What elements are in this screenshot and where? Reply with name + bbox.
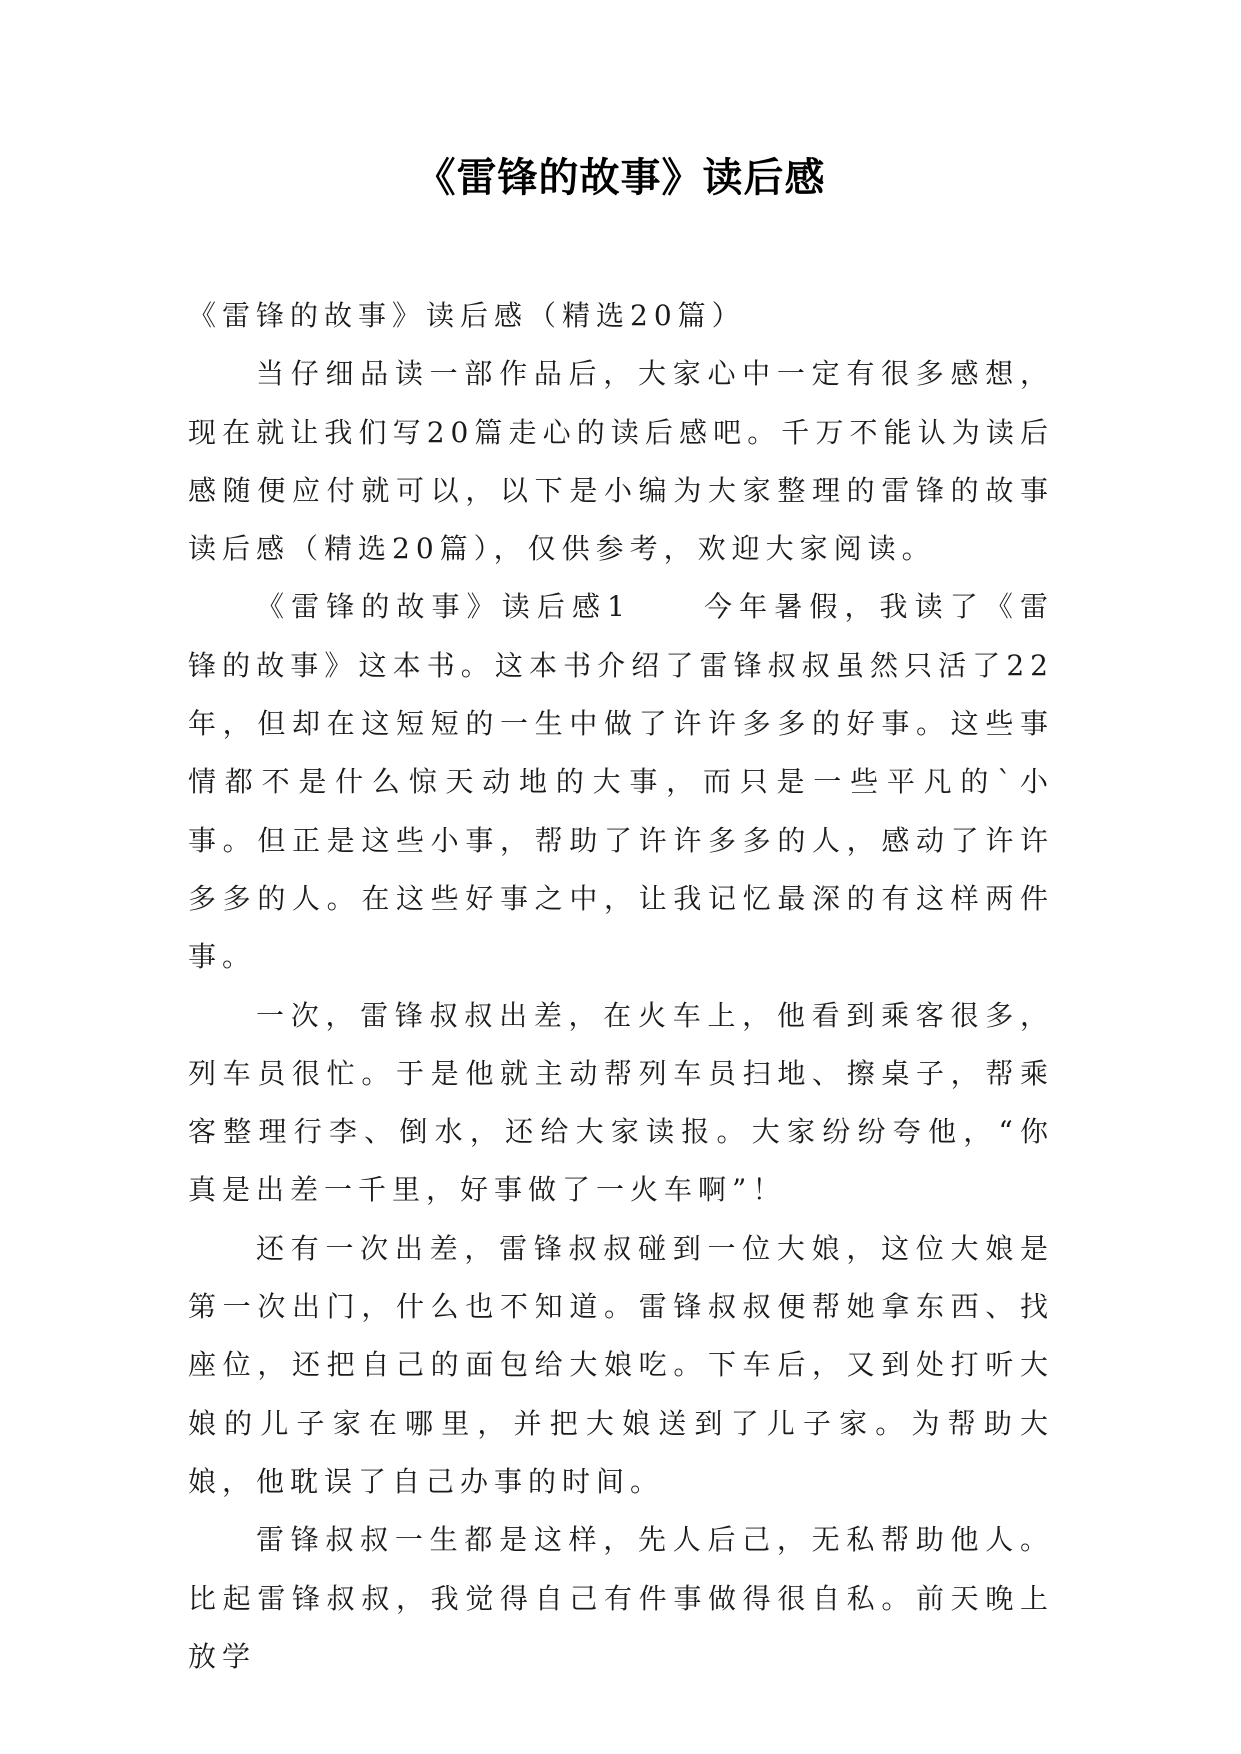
- essay-1-first-paragraph: [188, 578, 1054, 986]
- document-body: [188, 287, 1054, 1686]
- document-subtitle: 《雷锋的故事》读后感（精选20篇）: [188, 299, 746, 332]
- essay-1-paragraph-3: 还有一次出差，雷锋叔叔碰到一位大娘，这位大娘是第一次出门，什么也不知道。雷锋叔叔便帮她拿东西、找座位，还把自己的面包给大娘吃。下车后，又到处打听大娘的儿子家在哪里，并把大娘送到了儿子家。为帮助大娘，他耽误了自己办事的时间。: [188, 1231, 1054, 1498]
- intro-paragraph: 当仔细品读一部作品后，大家心中一定有很多感想，现在就让我们写20篇走心的读后感吧。千万不能认为读后感随便应付就可以，以下是小编为大家整理的雷锋的故事读后感（精选20篇），仅供参考，欢迎大家阅读。: [188, 357, 1054, 566]
- essay-1-paragraph-2: 一次，雷锋叔叔出差，在火车上，他看到乘客很多，列车员很忙。于是他就主动帮列车员扫地、擦桌子，帮乘客整理行李、倒水，还给大家读报。大家纷纷夸他，“你真是出差一千里，好事做了一火车啊”！: [188, 998, 1054, 1207]
- essay-1-paragraph-1: 今年暑假，我读了《雷锋的故事》这本书。这本书介绍了雷锋叔叔虽然只活了22年，但却在这短短的一生中做了许许多多的好事。这些事情都不是什么惊天动地的大事，而只是一些平凡的`小事。但正是这些小事，帮助了许许多多的人，感动了许许多多的人。在这些好事之中，让我记忆最深的有这样两件事。: [188, 590, 1054, 974]
- document-title: 《雷锋的故事》读后感: [415, 155, 826, 201]
- essay-1-paragraph-4: 雷锋叔叔一生都是这样，先人后己，无私帮助他人。比起雷锋叔叔，我觉得自己有件事做得很自私。前天晚上放学: [188, 1523, 1054, 1673]
- essay-heading: 《雷锋的故事》读后感1: [256, 590, 631, 624]
